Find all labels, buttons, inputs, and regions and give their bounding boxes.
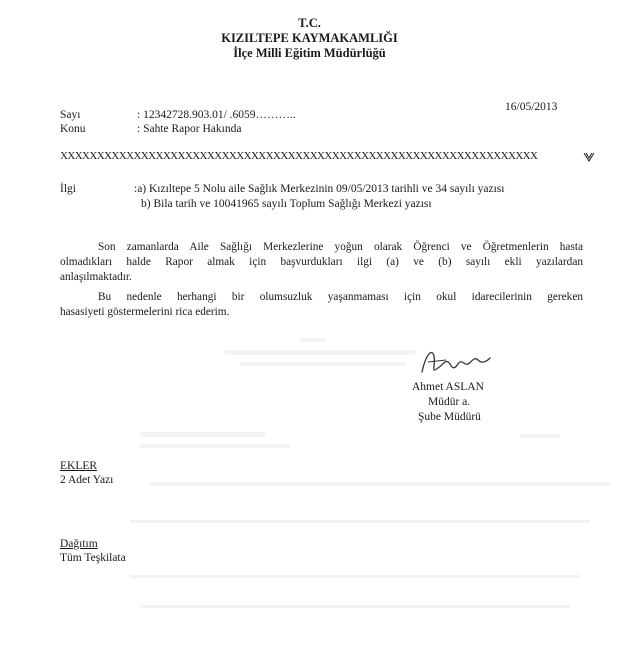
bleed-through-mark	[150, 482, 610, 486]
bleed-through-mark	[300, 338, 325, 342]
konu-label: Konu	[60, 123, 86, 135]
ilgi-a: :a) Kızıltepe 5 Nolu aile Sağlık Merkezinin 09/05/2013 tarihli ve 34 sayılı yazısı	[134, 183, 505, 195]
x-divider: XXXXXXXXXXXXXXXXXXXXXXXXXXXXXXXXXXXXXXXXXXXXXXXXXXXXXXXXXXXXXXXXX	[60, 150, 538, 162]
dagitim-heading: Dağıtım	[60, 538, 98, 550]
ilgi-label: İlgi	[60, 183, 76, 195]
ilgi-b: b) Bila tarih ve 10041965 sayılı Toplum Sağlığı Merkezi yazısı	[141, 198, 432, 210]
header-tc: T.C.	[298, 16, 321, 30]
bleed-through-mark	[140, 605, 570, 608]
body-p1-line2: olmadıkları halde Rapor almak için başvurdukları ilgi (a) ve (b) sayılı ekli yazılardan	[60, 256, 583, 268]
bleed-through-mark	[130, 520, 590, 523]
divider-end-mark-icon	[582, 150, 596, 164]
body-p1-line3: anlaşılmaktadır.	[60, 271, 132, 283]
body-p2-line1: Bu nedenle herhangi bir olumsuzluk yaşanmaması için okul idarecilerinin gereken	[98, 291, 583, 303]
sayi-label: Sayı	[60, 109, 81, 121]
handwritten-signature	[416, 344, 496, 380]
signatory-title2: Şube Müdürü	[418, 411, 481, 423]
signatory-title1: Müdür a.	[428, 396, 471, 408]
bleed-through-mark	[240, 362, 405, 366]
header-mudurluk: İlçe Milli Eğitim Müdürlüğü	[233, 46, 386, 60]
body-p1-line1: Son zamanlarda Aile Sağlığı Merkezlerine yoğun olarak Öğrenci ve Öğretmenlerin hasta	[98, 241, 583, 253]
konu-value: : Sahte Rapor Hakında	[137, 123, 242, 135]
dagitim-item: Tüm Teşkilata	[60, 552, 126, 564]
sayi-value: : 12342728.903.01/ .6059………..	[137, 109, 296, 121]
bleed-through-mark	[140, 444, 290, 448]
bleed-through-mark	[130, 575, 580, 578]
signatory-name: Ahmet ASLAN	[412, 381, 484, 393]
document-date: 16/05/2013	[505, 101, 558, 113]
bleed-through-mark	[140, 432, 265, 437]
ekler-item: 2 Adet Yazı	[60, 474, 114, 486]
bleed-through-mark	[520, 434, 560, 438]
bleed-through-mark	[225, 350, 415, 355]
ekler-heading: EKLER	[60, 460, 98, 472]
header-kaymakamlik: KIZILTEPE KAYMAKAMLIĞI	[221, 31, 398, 45]
body-p2-line2: hasasiyeti göstermelerini rica ederim.	[60, 306, 230, 318]
